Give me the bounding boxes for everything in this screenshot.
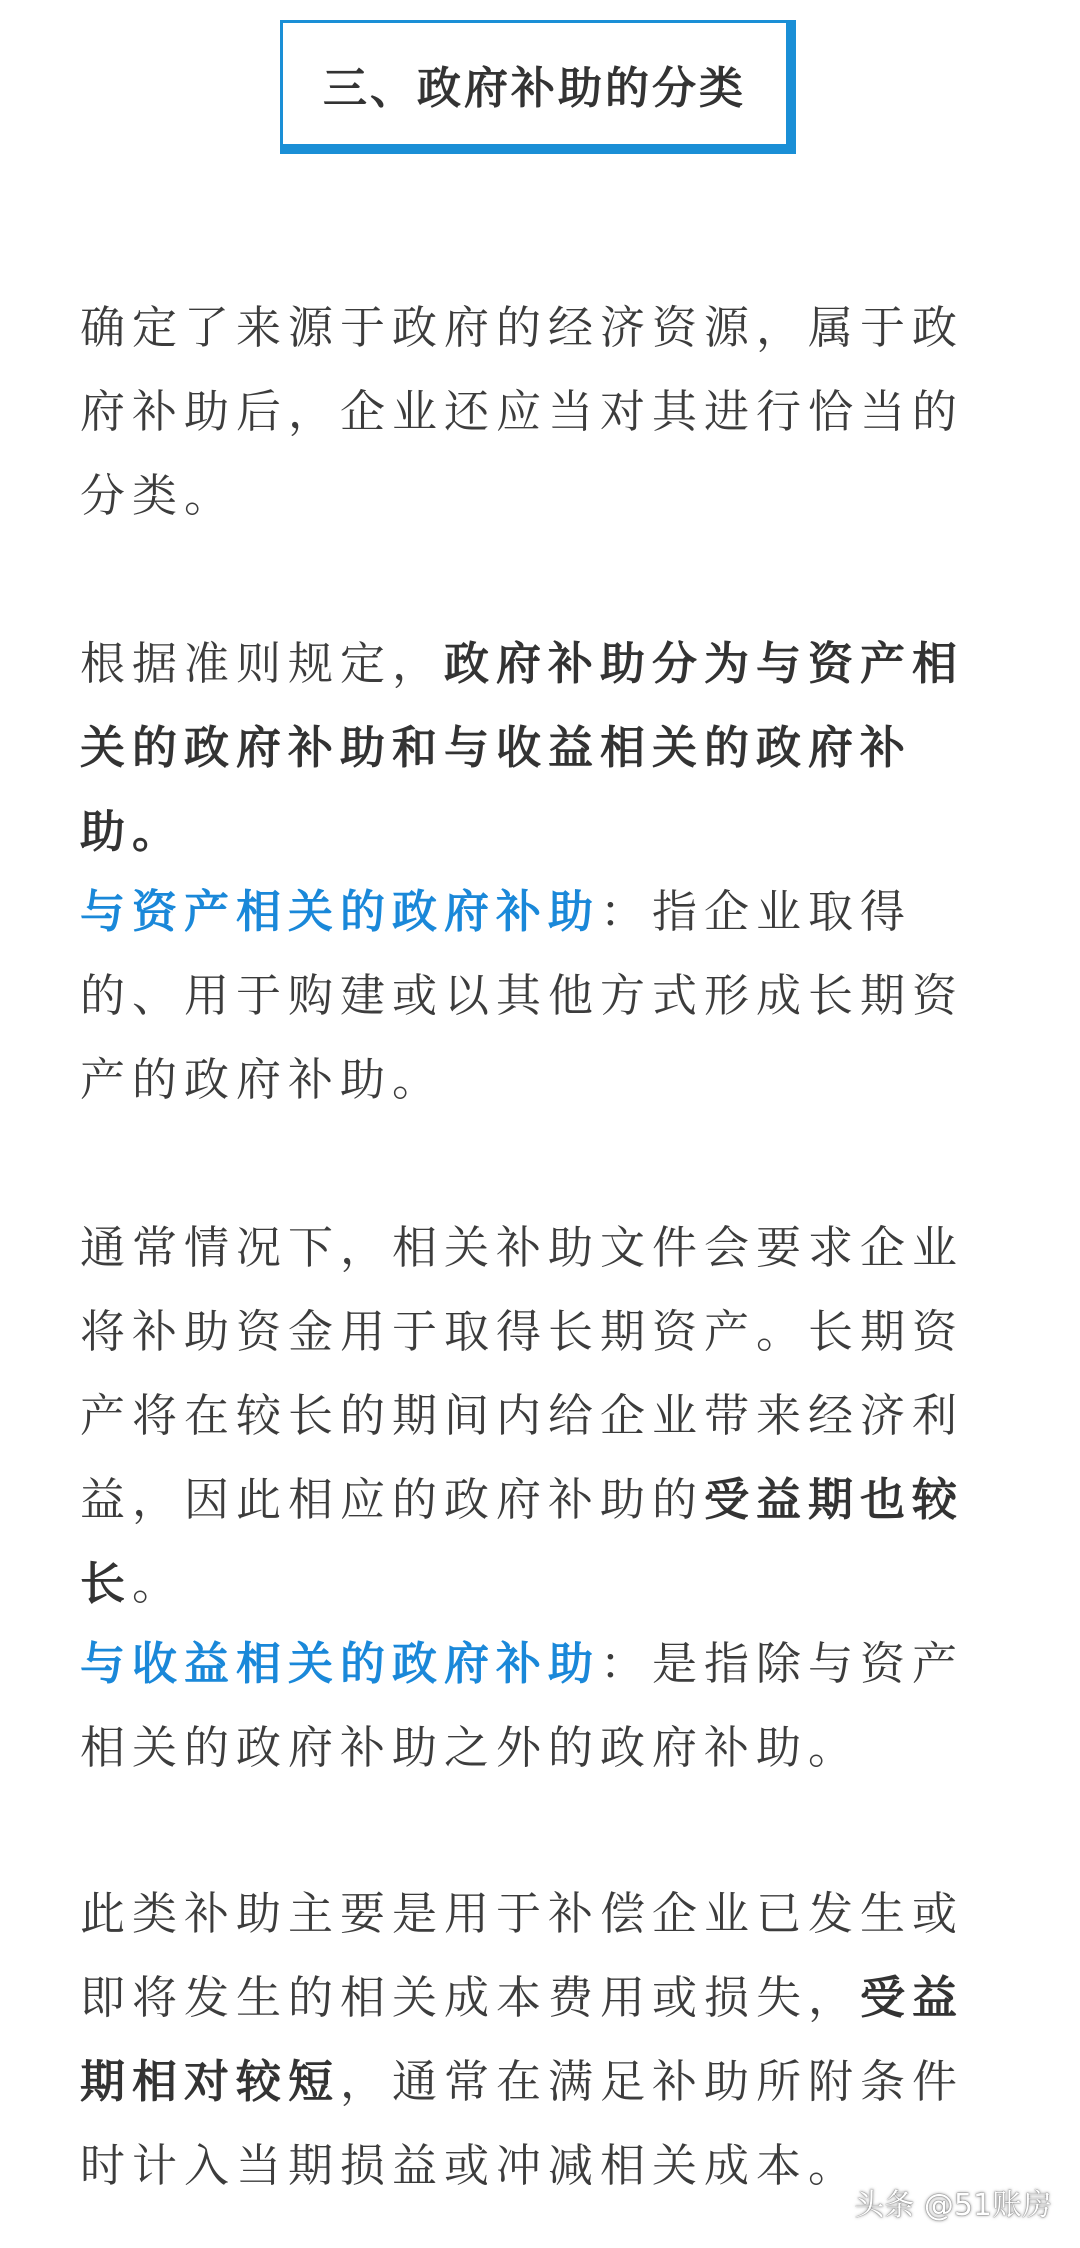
paragraph-asset-related bbox=[80, 870, 1000, 1122]
classification-text: 根据准则规定， bbox=[80, 637, 445, 690]
asset-related-definition: ：指企业取得的、用于购建或以其他方式形成长期资产的政府补助。 bbox=[80, 885, 965, 1106]
asset-related-term: 与资产相关的政府补助 bbox=[80, 885, 601, 938]
income-details-bold: 受益期相对较短 bbox=[80, 1971, 965, 2108]
classification-bold: 政府补助分为与资产相关的政府补助和与收益相关的政府补助。 bbox=[80, 637, 965, 858]
paragraph-income-related bbox=[80, 1622, 1000, 1790]
section-title: 三、政府补助的分类 bbox=[323, 62, 746, 114]
income-details-text: 此类补助主要是用于补偿企业已发生或即将发生的相关成本费用或损失， bbox=[80, 1887, 965, 2024]
watermark bbox=[854, 2180, 1052, 2224]
income-related-definition: ：是指除与资产相关的政府补助之外的政府补助。 bbox=[80, 1637, 965, 1774]
paragraph-classification bbox=[80, 622, 1000, 874]
paragraph-income-details bbox=[80, 1872, 1000, 2208]
income-details-end: ，通常在满足补助所附条件时计入当期损益或冲减相关成本。 bbox=[80, 2055, 965, 2192]
asset-details-end: 。 bbox=[132, 1557, 185, 1610]
asset-details-bold: 受益期也较长 bbox=[80, 1473, 965, 1610]
watermark-text: 头条 @51账房 bbox=[854, 2188, 1052, 2223]
income-related-term: 与收益相关的政府补助 bbox=[80, 1637, 601, 1690]
paragraph-intro: 确定了来源于政府的经济资源，属于政府补助后，企业还应当对其进行恰当的分类。 bbox=[80, 301, 965, 522]
section-title-box bbox=[280, 20, 796, 154]
asset-details-text: 通常情况下，相关补助文件会要求企业将补助资金用于取得长期资产。长期资产将在较长的期间内给企业带来经济利益，因此相应的政府补助的 bbox=[80, 1221, 965, 1526]
paragraph-asset-details bbox=[80, 1206, 1000, 1626]
